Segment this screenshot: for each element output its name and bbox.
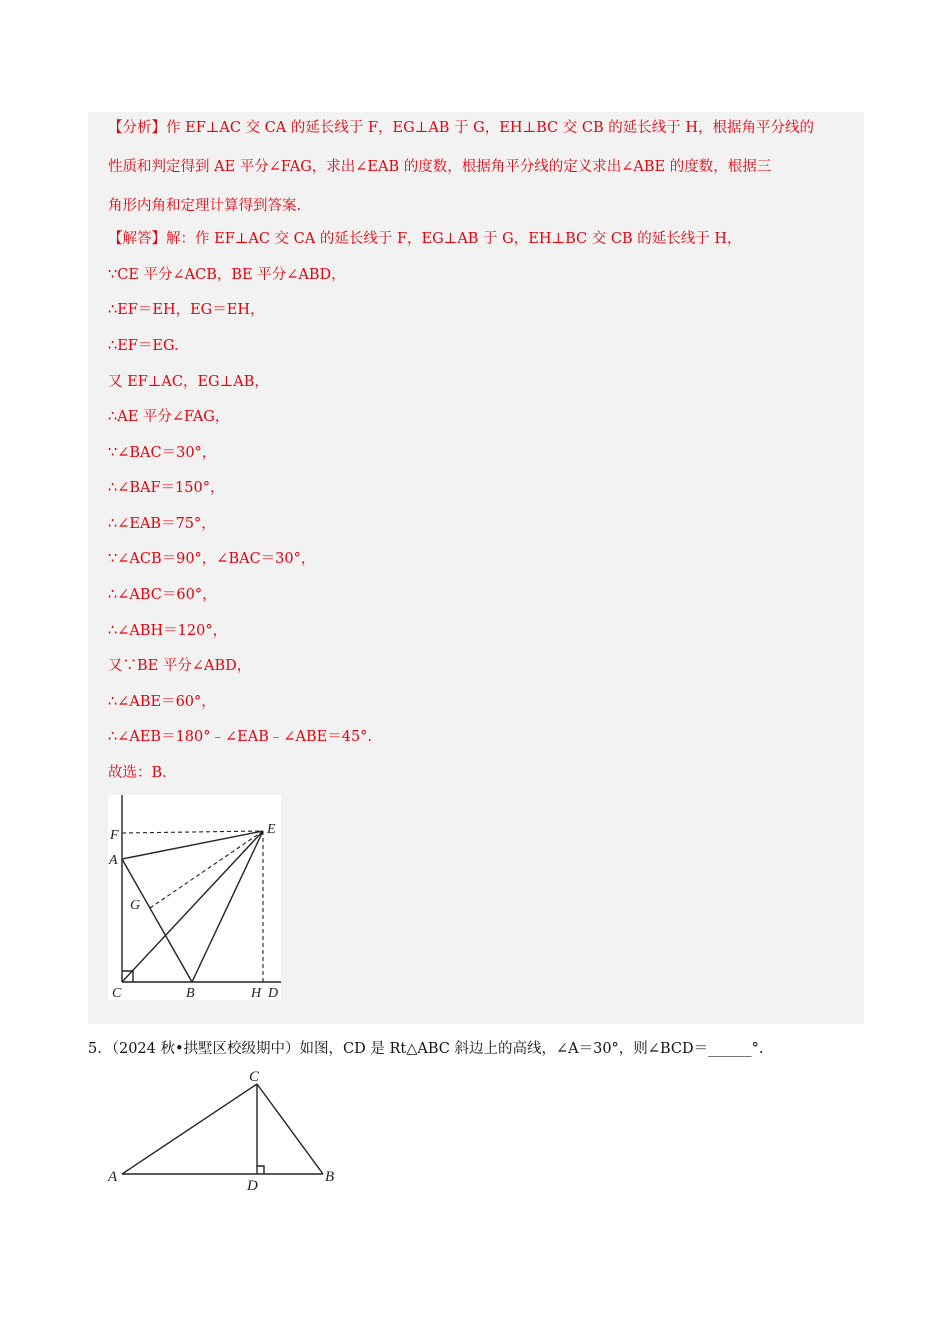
label-d: D [268,986,279,1000]
segment-ae [122,831,263,859]
right-angle-mark-d [257,1166,264,1174]
segment-ac [122,1084,257,1174]
figure-2 [100,1062,350,1192]
solution-step: ∴∠ABE＝60°， [108,694,216,710]
label-d: D [247,1178,258,1192]
solution-step: ∴∠ABC＝60°， [108,587,217,603]
label-e: E [267,822,276,837]
label-a: A [109,853,118,868]
segment-ef-dashed [122,831,263,833]
analysis-label: 【分析】 [108,120,166,136]
analysis-line-1 [108,118,814,138]
solution-label: 【解答】 [108,231,166,247]
label-a: A [108,1169,118,1185]
question-5-source: （2024 秋•拱墅区校级期中） [111,1041,300,1057]
solution-step: ∴∠ABH＝120°， [108,623,228,639]
solution-step: ∵CE 平分∠ACB，BE 平分∠ABD， [108,267,346,283]
label-b: B [325,1169,335,1185]
question-5 [88,1039,763,1059]
figure-1-svg [108,795,281,1000]
segment-be [192,831,263,982]
analysis-line-3: 角形内角和定理计算得到答案. [108,198,302,214]
label-b: B [186,986,195,1000]
analysis-line-2: 性质和判定得到 AE 平分∠FAG，求出∠EAB 的度数，根据角平分线的定义求出∠ABE 的度数，根据三 [108,159,772,175]
solution-step: ∵∠BAC＝30°， [108,445,217,461]
segment-ab [122,859,192,982]
solution-step: ∵∠ACB＝90°，∠BAC＝30°， [108,551,316,567]
solution-step: ∴EF＝EH，EG＝EH， [108,302,265,318]
question-5-number: 5． [88,1041,112,1057]
solution-step: ∴∠BAF＝150°， [108,480,225,496]
segment-bc [257,1084,323,1174]
label-c: C [249,1069,260,1085]
solution-step: 又∵BE 平分∠ABD， [108,658,252,674]
label-h: H [251,986,262,1000]
label-g: G [130,898,141,913]
analysis-text-1: 作 EF⊥AC 交 CA 的延长线于 F，EG⊥AB 于 G，EH⊥BC 交 CB 的延长线于 H，根据角平分线的 [166,120,814,136]
segment-ce [122,831,263,982]
solution-step: ∴∠AEB＝180°﹣∠EAB﹣∠ABE＝45°. [108,729,373,745]
solution-line-intro [108,229,741,249]
solution-intro: 解：作 EF⊥AC 交 CA 的延长线于 F，EG⊥AB 于 G，EH⊥BC 交 CB 的延长线于 H， [166,231,742,247]
figure-1 [108,795,281,1000]
figure-2-svg [100,1062,350,1192]
question-5-text: 如图，CD 是 Rt△ABC 斜边上的高线，∠A＝30°，则∠BCD＝______°. [299,1041,764,1057]
solution-step: 又 EF⊥AC，EG⊥AB， [108,374,269,390]
solution-step: ∴AE 平分∠FAG， [108,409,230,425]
label-c: C [112,986,122,1000]
solution-choice: 故选：B. [108,765,167,781]
solution-step: ∴EF＝EG. [108,338,179,354]
label-f: F [110,828,119,843]
solution-step: ∴∠EAB＝75°， [108,516,216,532]
